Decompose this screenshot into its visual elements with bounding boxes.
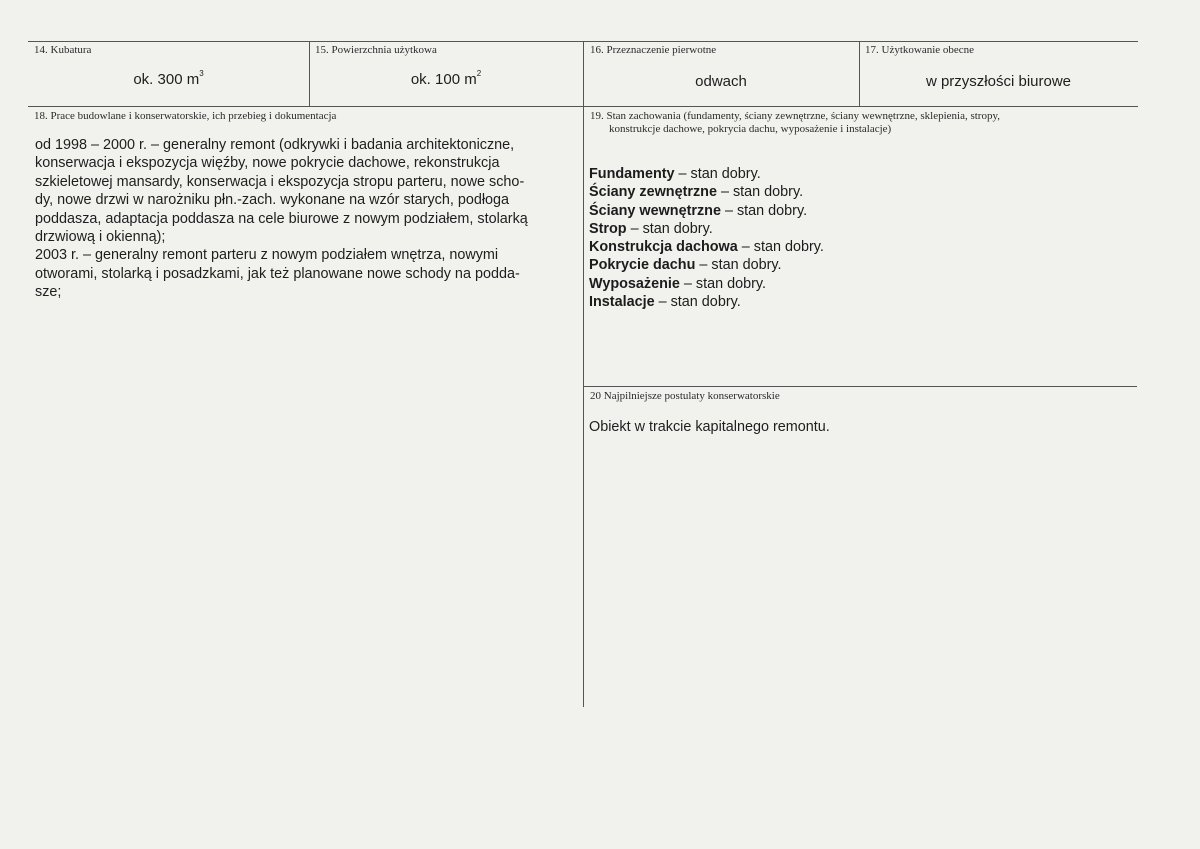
condition-item-state: – stan dobry.	[626, 220, 713, 237]
col-divider-2	[583, 41, 584, 707]
condition-item-name: Fundamenty	[589, 166, 675, 182]
field-14-value-text: ok. 300 m	[133, 71, 200, 88]
condition-item-name: Pokrycie dachu	[589, 257, 696, 274]
field-18-line: sze;	[35, 284, 62, 301]
field-18-line: drzwiową i okienną);	[35, 229, 166, 246]
condition-item	[589, 183, 824, 201]
condition-item-name: Strop	[589, 220, 627, 237]
field-15-value-text: ok. 100 m	[410, 71, 477, 88]
condition-item-state: – stan dobry.	[737, 239, 824, 256]
field-17-value: w przyszłości biurowe	[925, 73, 1072, 90]
field-15-value-exponent: 2	[476, 69, 482, 78]
condition-item	[589, 165, 824, 183]
condition-item	[589, 293, 824, 311]
condition-item-name: Instalacje	[589, 294, 655, 311]
field-18-text	[35, 136, 580, 302]
section-20-top-rule	[583, 386, 1137, 387]
condition-item	[589, 202, 824, 220]
field-15-label: 15. Powierzchnia użytkowa	[315, 44, 437, 56]
condition-item-name: Ściany zewnętrzne	[589, 184, 717, 201]
field-18-line: dy, nowe drzwi w narożniku płn.-zach. wykonane na wzór starych, podłoga	[35, 192, 510, 209]
condition-item-state: – stan dobry.	[679, 275, 767, 292]
field-19-label-line2: konstrukcje dachowe, pokrycia dachu, wyposażenie i instalacje)	[609, 123, 892, 135]
condition-item	[589, 220, 824, 238]
field-16-label: 16. Przeznaczenie pierwotne	[590, 44, 717, 56]
field-14-label: 14. Kubatura	[34, 44, 92, 56]
field-18-line: otworami, stolarką i posadzkami, jak też planowane nowe schody na podda-	[35, 265, 520, 282]
condition-item-name: Wyposażenie	[589, 275, 680, 292]
condition-item-state: – stan dobry.	[654, 294, 741, 311]
field-16-value: odwach	[695, 73, 747, 90]
condition-list	[589, 165, 824, 311]
condition-item-state: – stan dobry.	[674, 166, 761, 182]
field-18-label: 18. Prace budowlane i konserwatorskie, ich przebieg i dokumentacja	[34, 110, 337, 122]
field-15-value	[309, 71, 583, 88]
field-19-label-line1: 19. Stan zachowania (fundamenty, ściany zewnętrzne, ściany wewnętrzne, sklepienia, stropy,	[590, 110, 1001, 122]
field-18-line: szkieletowej mansardy, konserwacja i ekspozycja stropu parteru, nowe scho-	[35, 173, 525, 190]
field-18-line: od 1998 – 2000 r. – generalny remont (odkrywki i badania architektoniczne,	[35, 137, 515, 153]
condition-item-state: – stan dobry.	[716, 184, 804, 201]
condition-item-name: Konstrukcja dachowa	[589, 239, 738, 256]
field-18-line: poddasza, adaptacja poddasza na cele biurowe z nowym podziałem, stolarką	[35, 210, 528, 227]
field-18-line: konserwacja i ekspozycja więźby, nowe pokrycie dachowe, rekonstrukcja	[35, 155, 500, 172]
condition-item-name: Ściany wewnętrzne	[589, 202, 721, 219]
field-20-label: 20 Najpilniejsze postulaty konserwatorskie	[590, 390, 780, 402]
field-14-value-exponent: 3	[199, 69, 204, 78]
field-18-line: 2003 r. – generalny remont parteru z nowym podziałem wnętrza, nowymi	[35, 247, 499, 264]
condition-item-state: – stan dobry.	[720, 202, 808, 219]
condition-item-state: – stan dobry.	[695, 257, 782, 274]
field-20-value: Obiekt w trakcie kapitalnego remontu.	[589, 419, 830, 435]
condition-item	[589, 256, 824, 274]
field-17-label: 17. Użytkowanie obecne	[865, 44, 975, 56]
condition-item	[589, 275, 824, 293]
field-14-value	[28, 71, 309, 88]
condition-item	[589, 238, 824, 256]
